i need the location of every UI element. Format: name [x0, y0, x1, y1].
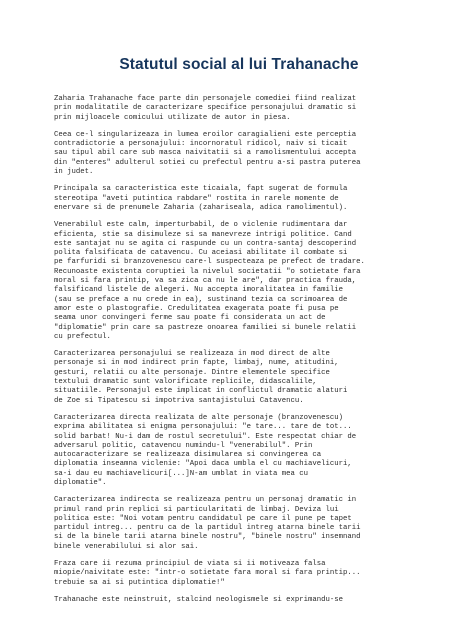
paragraph-life-principle: Fraza care ii rezuma principiul de viata si ii motiveaza falsa miopie/naivitate este: "intr-o sotietate fara moral si fara printip... trebuie sa ai si putintica diplomatie!"	[54, 560, 361, 587]
paragraph-uneducated: Trahanache este neinstruit, stalcind neologismele si exprimandu-se	[54, 595, 344, 604]
document-title: Statutul social al lui Trahanache	[119, 56, 359, 73]
paragraph-intro: Zaharia Trahanache face parte din personajele comediei fiind realizat prin modalitatile de caracterizare specifice personajului dramatic si prin mijloacele comicului utilizate de autor in piesa.	[54, 95, 357, 122]
paragraph-indirect-characterization: Caracterizarea indirecta se realizeaza pentru un personaj dramatic in primul rand prin replici si particularitati de limbaj. Deviza lui politica este: "Noi votam pentru candidatul pe care il pune pe tapet partidul intreg... pentru ca de la partidul intreg atarna binele tarii si de la binele tarii atarna binele nostru", "binele nostru" insemnand binele venerabilului si alor sai.	[54, 496, 361, 551]
paragraph-venerabil: Venerabilul este calm, imperturbabil, de o viclenie rudimentara dar eficienta, stie sa disimuleze si sa manevreze intrigi politice. Cand este santajat nu se agita ci raspunde cu un contra-santaj descoperind polita falsificata de catavencu. Cu aceiasi abilitate il combate si pe farfuridi si branzovenescu care-l suspecteaza pe prefect de tradare. Recunoaste existenta coruptiei la nivelul societatii "o sotietate fara moral si fara printip, va sa zica ca nu le are", dar practica frauda, falsificand listele de alegeri. Nu accepta imoralitatea in familie (sau se preface a nu crede in ea), sustinand tezia ca scrimoarea de amor este o plastografie. Credulitatea exagerata poate fi pusa pe seama unor convingeri ferme sau poate fi considerata un act de "diplomatie" prin care sa pastreze onoarea familiei si bunele relatii cu prefectul.	[54, 221, 365, 341]
paragraph-direct-characterization: Caracterizarea directa realizata de alte personaje (branzovenescu) exprima abilitatea si enigma personajului: "e tare... tare de tot... solid barbat! Nu-i dam de rostul secretului". Este respectat chiar de adversarul politic, catavencu numindu-l "venerabilul". Prin autocaracterizare se realizeaza disimularea si convingerea ca diplomatia inseamna viclenie: "Apoi daca umbla el cu machiavelicuri, sa-i dau eu machiavelicuri[...]N-am umblat in viata mea cu diplomatie".	[54, 413, 357, 487]
paragraph-characterization: Caracterizarea personajului se realizeaza in mod direct de alte personaje si in mod indirect prin fapte, limbaj, nume, atitudini, gesturi, relatii cu alte personaje. Dintre elementele specifice textului dramatic sunt valorificate replicile, didascaliile, situatiile. Personajul este implicat in conflictul dramatic alaturi de Zoe si Tipatescu si impotriva santajistului Catavencu.	[54, 350, 348, 405]
paragraph-main-trait: Principala sa caracteristica este ticaiala, fapt sugerat de formula stereotipa "aveti putintica rabdare" rostita in rarele momente de enervare si de prenumele Zaharia (zahariseala, adica ramolimentul).	[54, 185, 348, 212]
paragraph-perception: Ceea ce-l singularizeaza in lumea eroilor caragialieni este perceptia contradictorie a personajului: incornoratul ridicol, naiv si ticait sau tipul abil care sub masca naivitatii si a ramolismentului accepta din "enteres" adulterul sotiei cu prefectul pentru a-si pastra puterea in judet.	[54, 130, 361, 177]
